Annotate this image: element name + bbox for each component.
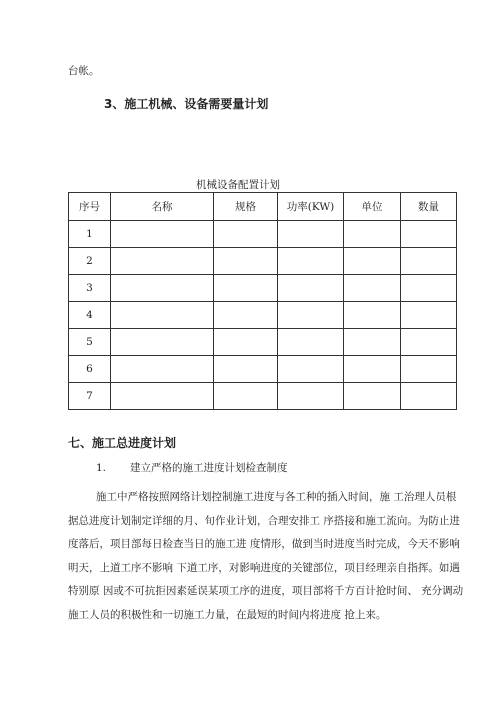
- table-row: [69, 221, 457, 248]
- list-item-number: 1.: [96, 462, 107, 474]
- body-paragraph: [68, 486, 464, 627]
- cell-empty: [214, 356, 278, 383]
- header-spec: 规格: [214, 193, 278, 221]
- cell-empty: [401, 221, 457, 248]
- table-row: [69, 356, 457, 383]
- paragraph-line: 特别原 因或不可抗拒因素延误某项工序的进度，项目部将千方百计抢时间、 充分调动: [68, 585, 464, 597]
- header-power: 功率(KW): [278, 193, 344, 221]
- cell-empty: [111, 329, 214, 356]
- paragraph-line: 明天，上道工序不影响 下道工序，对影响进度的关键部位，项目经理亲自指挥。如遇: [68, 561, 460, 574]
- row-number: 4: [69, 302, 111, 329]
- list-item-text: 建立严格的施工进度计划检查制度: [130, 462, 288, 474]
- cell-empty: [401, 329, 457, 356]
- row-number: 6: [69, 356, 111, 383]
- cell-empty: [278, 383, 344, 410]
- table-row: [69, 248, 457, 275]
- cell-empty: [278, 302, 344, 329]
- cell-empty: [214, 329, 278, 356]
- row-number: 5: [69, 329, 111, 356]
- table-caption: 机械设备配置计划: [196, 179, 280, 191]
- table-row: [69, 383, 457, 410]
- cell-empty: [214, 302, 278, 329]
- top-text-fragment: 台帐。: [68, 65, 100, 77]
- cell-empty: [344, 248, 401, 275]
- cell-empty: [278, 248, 344, 275]
- row-number: 7: [69, 383, 111, 410]
- paragraph-line: 施工中严格按照网络计划控制施工进度与各工种的插入时间，施 工治理人员根: [96, 491, 457, 503]
- cell-empty: [278, 329, 344, 356]
- cell-empty: [344, 383, 401, 410]
- cell-empty: [344, 356, 401, 383]
- header-quantity: 数量: [401, 193, 457, 221]
- cell-empty: [278, 356, 344, 383]
- cell-empty: [214, 248, 278, 275]
- table-header-row: [69, 193, 457, 221]
- row-number: 1: [69, 221, 111, 248]
- cell-empty: [111, 221, 214, 248]
- table-row: [69, 302, 457, 329]
- cell-empty: [214, 221, 278, 248]
- cell-empty: [278, 221, 344, 248]
- row-number: 2: [69, 248, 111, 275]
- cell-empty: [111, 302, 214, 329]
- cell-empty: [401, 275, 457, 302]
- cell-empty: [111, 275, 214, 302]
- cell-empty: [111, 356, 214, 383]
- equipment-plan-table: [68, 192, 457, 410]
- cell-empty: [401, 383, 457, 410]
- cell-empty: [401, 356, 457, 383]
- header-seq: 序号: [69, 193, 111, 221]
- cell-empty: [214, 275, 278, 302]
- header-unit: 单位: [344, 193, 401, 221]
- cell-empty: [401, 302, 457, 329]
- header-name: 名称: [111, 193, 214, 221]
- cell-empty: [278, 275, 344, 302]
- cell-empty: [344, 221, 401, 248]
- table-row: [69, 275, 457, 302]
- paragraph-line: 度落后，项目部每日检查当日的施工进 度情形，做到当时进度当时完成，今天不影响: [68, 538, 460, 550]
- cell-empty: [344, 302, 401, 329]
- paragraph-line: 施工人员的积极性和一切施工力量，在最短的时间内将进度 抢上来。: [68, 608, 387, 621]
- paragraph-line: 据总进度计划制定详细的月、旬作业计划，合理安排工 序搭接和施工流向。为防止进: [68, 514, 460, 527]
- cell-empty: [111, 248, 214, 275]
- cell-empty: [214, 383, 278, 410]
- cell-empty: [111, 383, 214, 410]
- row-number: 3: [69, 275, 111, 302]
- section-3-heading: 3、施工机械、设备需要量计划: [104, 97, 269, 111]
- section-7-heading: 七、施工总进度计划: [68, 436, 177, 450]
- table-row: [69, 329, 457, 356]
- cell-empty: [344, 275, 401, 302]
- cell-empty: [344, 329, 401, 356]
- cell-empty: [401, 248, 457, 275]
